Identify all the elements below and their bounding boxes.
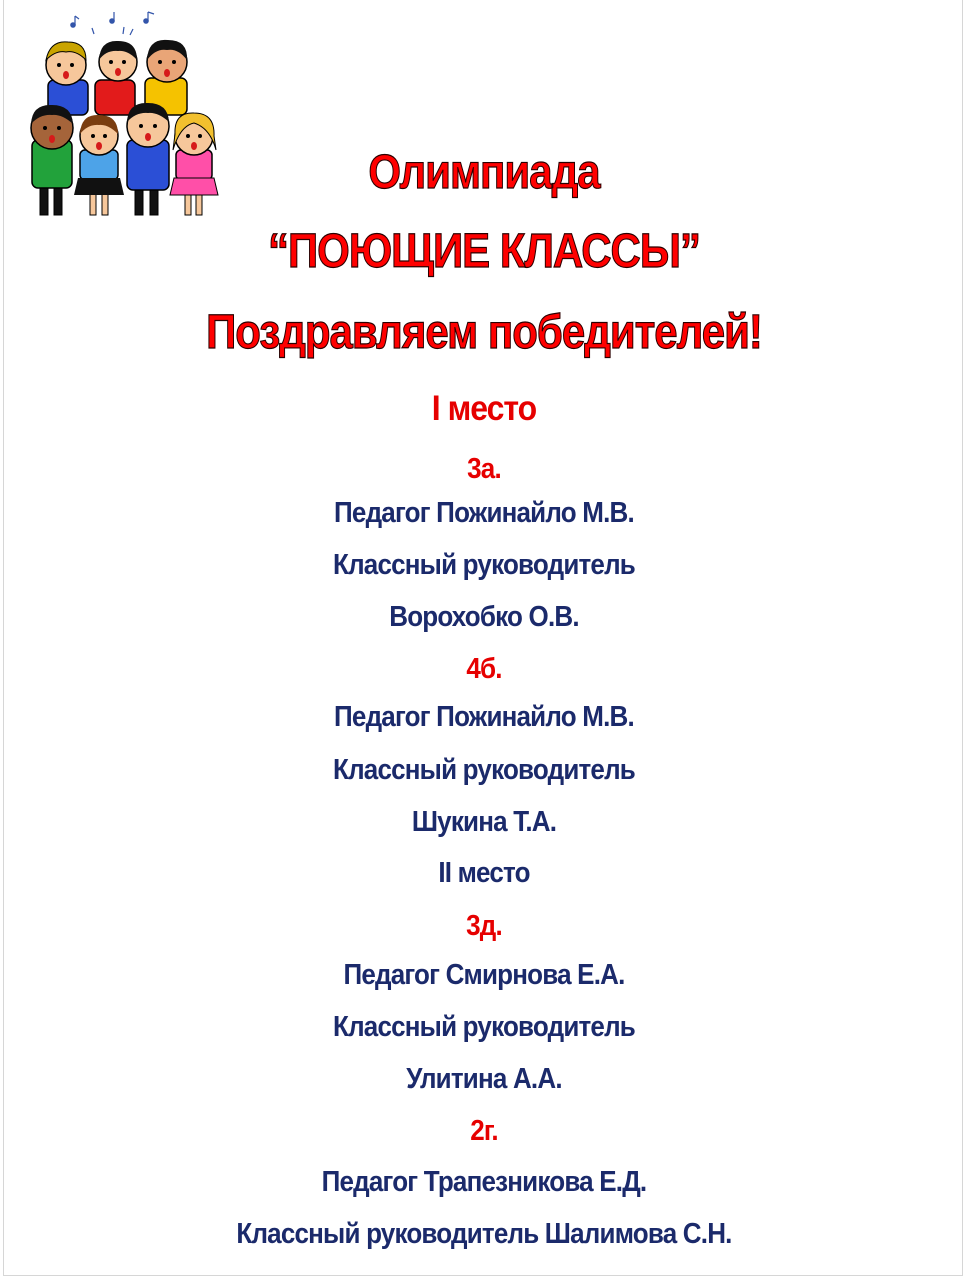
curator-name: Шукина Т.А. xyxy=(411,804,557,838)
teacher-name: Педагог Трапезникова Е.Д. xyxy=(321,1164,647,1198)
curator-title: Классный руководитель xyxy=(333,547,635,581)
title-olympiad: Олимпиада xyxy=(368,144,600,199)
second-place-heading: II место xyxy=(438,855,530,889)
curator-name: Ворохобко О.В. xyxy=(389,599,579,633)
curator-title: Классный руководитель xyxy=(333,1009,635,1043)
class-label: 3а. xyxy=(467,451,501,485)
teacher-name: Педагог Пожинайло М.В. xyxy=(334,699,634,733)
teacher-name: Педагог Пожинайло М.В. xyxy=(334,495,634,529)
curator-name: Улитина А.А. xyxy=(406,1061,562,1095)
class-label: 4б. xyxy=(466,651,502,685)
teacher-name: Педагог Смирнова Е.А. xyxy=(343,957,625,991)
class-label: 3д. xyxy=(466,908,502,942)
first-place-heading: I место xyxy=(431,388,537,428)
title-singing-classes: “ПОЮЩИЕ КЛАССЫ” xyxy=(267,223,700,278)
curator-title: Классный руководитель xyxy=(333,752,635,786)
curator-full: Классный руководитель Шалимова С.Н. xyxy=(236,1216,732,1250)
title-congratulations: Поздравляем победителей! xyxy=(206,304,762,359)
class-label: 2г. xyxy=(470,1113,498,1147)
